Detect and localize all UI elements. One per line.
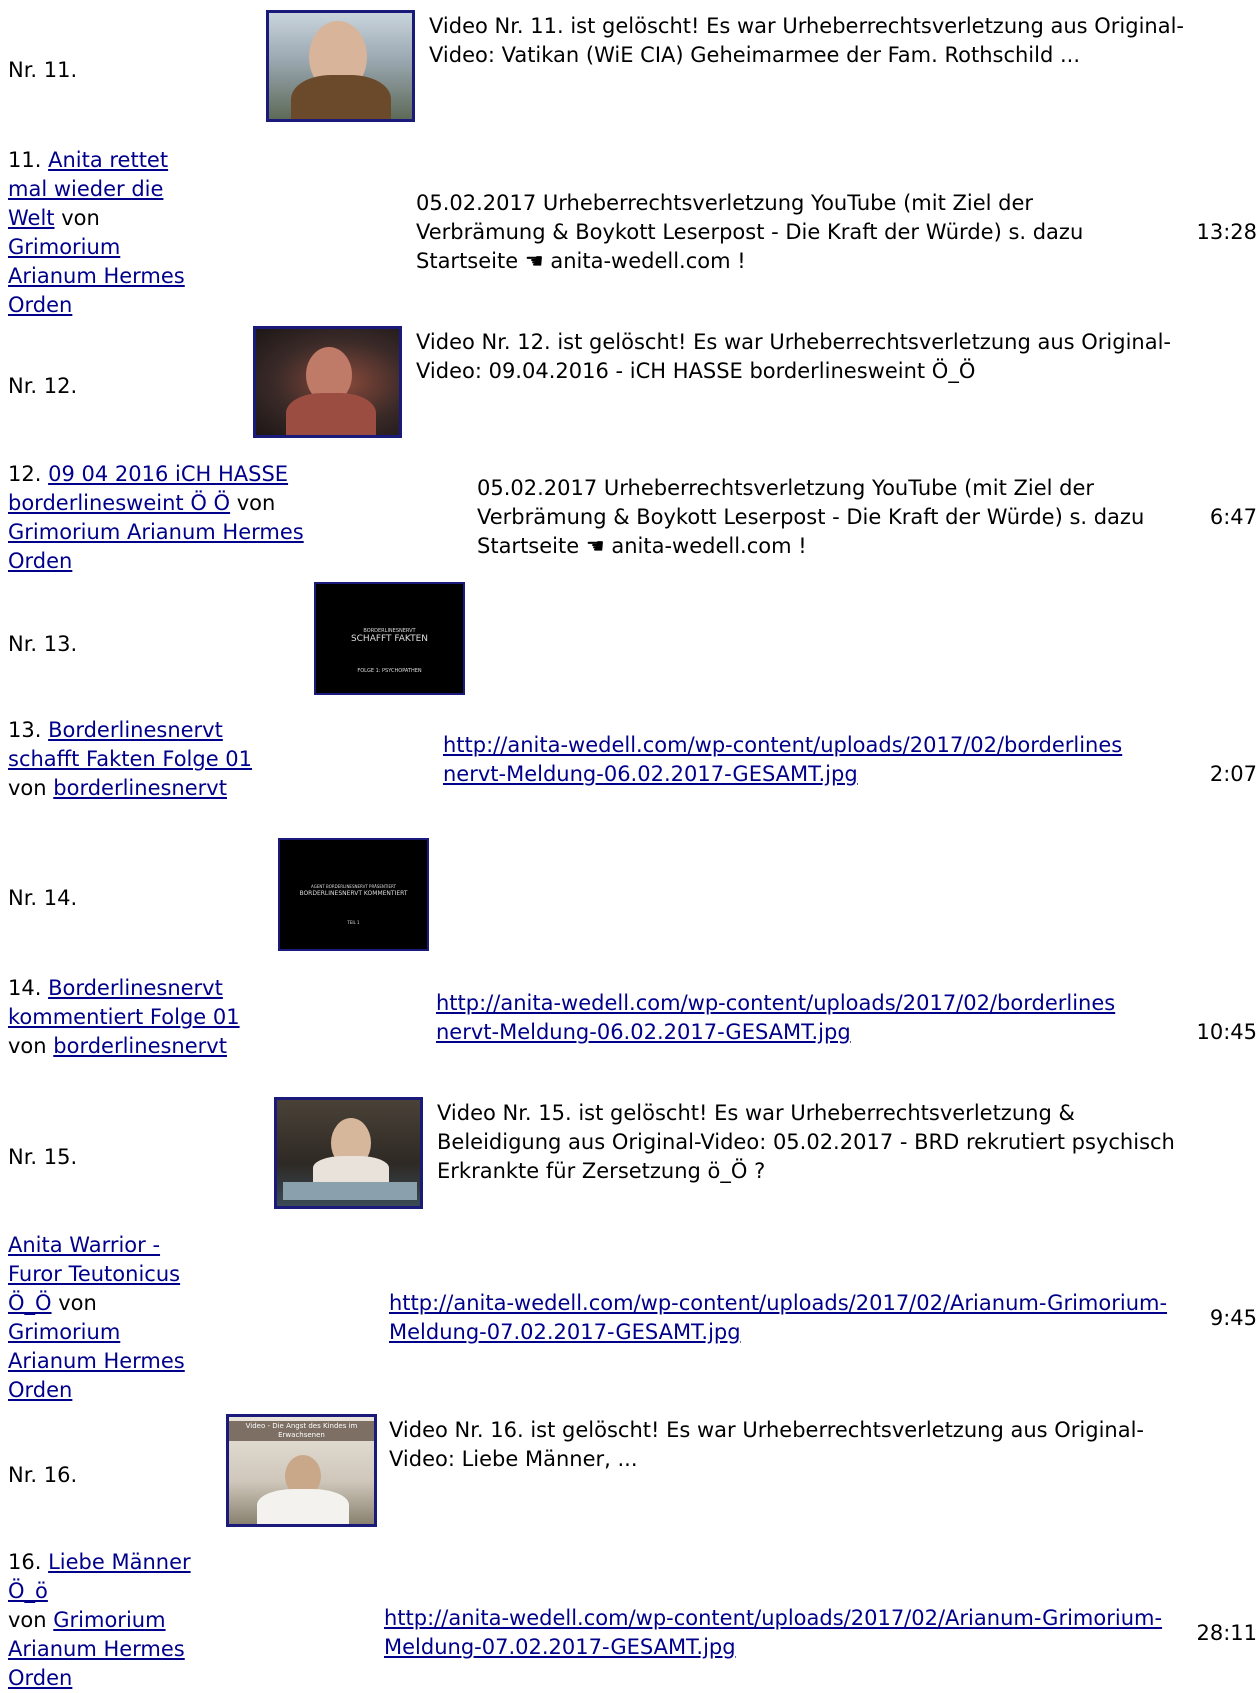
von-text: von: [8, 776, 54, 800]
von-text: von: [230, 491, 276, 515]
thumbnail-caption: SCHAFFT FAKTEN: [350, 634, 429, 644]
video-duration: 13:28: [1196, 220, 1257, 244]
video-title-link[interactable]: Anita rettet mal wieder die Welt: [8, 148, 169, 230]
deleted-video-notice: Video Nr. 12. ist gelöscht! Es war Urheberrechtsverletzung aus Original-Video: 09.04.2016 - iCH HASSE borderlinesweint Ö_Ö: [416, 330, 1171, 383]
video-thumbnail: [278, 838, 429, 951]
thumbnail-caption: Video - Die Angst des Kindes im Erwachsenen: [229, 1421, 374, 1441]
report-image-link[interactable]: http://anita-wedell.com/wp-content/uploads/2017/02/borderlinesnervt-Meldung-06.02.2017-GESAMT.jpg: [443, 733, 1123, 786]
video-entry-title: [8, 146, 213, 320]
report-image-link[interactable]: http://anita-wedell.com/wp-content/uploads/2017/02/Arianum-Grimorium-Meldung-07.02.2017-GESAMT.jpg: [384, 1606, 1163, 1659]
video-number-label: Nr. 12.: [8, 374, 78, 398]
entry-number: 13.: [8, 718, 49, 742]
video-number-label: Nr. 11.: [8, 58, 78, 82]
video-number-label: Nr. 16.: [8, 1463, 78, 1487]
video-info-text: 05.02.2017 Urheberrechtsverletzung YouTube (mit Ziel der Verbrämung & Boykott Leserpost - Die Kraft der Würde) s. dazu Startseite ☚ anita-wedell.com !: [416, 191, 1084, 273]
video-title-link[interactable]: Borderlinesnervt schafft Fakten Folge 01: [8, 718, 253, 771]
channel-link[interactable]: Grimorium Arianum Hermes Orden: [8, 520, 304, 573]
video-number-label: Nr. 14.: [8, 886, 78, 910]
video-title-link[interactable]: Borderlinesnervt kommentiert Folge 01: [8, 976, 240, 1029]
von-text: von: [51, 1291, 97, 1315]
video-thumbnail: [274, 1097, 423, 1209]
video-title-link[interactable]: Liebe Männer Ö_ö: [8, 1550, 191, 1603]
video-entry-title: [8, 460, 308, 576]
thumbnail-caption: AGENT BORDERLINESNERVT PRÄSENTIERT: [311, 884, 396, 889]
video-duration: 6:47: [1209, 505, 1257, 529]
deleted-video-notice: Video Nr. 16. ist gelöscht! Es war Urheberrechtsverletzung aus Original-Video: Liebe Männer, ...: [389, 1418, 1144, 1471]
deleted-video-notice: Video Nr. 15. ist gelöscht! Es war Urheberrechtsverletzung & Beleidigung aus Original-Video: 05.02.2017 - BRD rekrutiert psychisch Erkrankte für Zersetzung ö_Ö ?: [437, 1101, 1175, 1183]
video-number-label: Nr. 13.: [8, 632, 78, 656]
von-text: von: [54, 206, 100, 230]
deleted-video-notice: Video Nr. 11. ist gelöscht! Es war Urheberrechtsverletzung aus Original-Video: Vatikan (WiE CIA) Geheimarmee der Fam. Rothschild ...: [429, 14, 1184, 67]
video-thumbnail: [226, 1414, 377, 1527]
entry-number: 14.: [8, 976, 49, 1000]
video-entry-title: [8, 716, 268, 803]
video-duration: 10:45: [1196, 1020, 1257, 1044]
video-info-text: 05.02.2017 Urheberrechtsverletzung YouTube (mit Ziel der Verbrämung & Boykott Leserpost - Die Kraft der Würde) s. dazu Startseite ☚ anita-wedell.com !: [477, 476, 1145, 558]
thumbnail-caption: FOLGE 1: PSYCHOPATHEN: [357, 668, 422, 674]
video-thumbnail: [266, 10, 415, 122]
channel-link[interactable]: borderlinesnervt: [53, 776, 227, 800]
report-image-link[interactable]: http://anita-wedell.com/wp-content/uploads/2017/02/Arianum-Grimorium-Meldung-07.02.2017-GESAMT.jpg: [389, 1291, 1168, 1344]
video-title-link[interactable]: Anita Warrior - Furor Teutonicus Ö_Ö: [8, 1233, 181, 1315]
entry-number: 16.: [8, 1550, 49, 1574]
video-duration: 28:11: [1196, 1621, 1257, 1645]
video-title-link[interactable]: 09 04 2016 iCH HASSE borderlinesweint Ö Ö: [8, 462, 289, 515]
thumbnail-caption: TEIL 1: [347, 920, 360, 925]
channel-link[interactable]: Grimorium Arianum Hermes Orden: [8, 235, 185, 317]
von-text: von: [8, 1608, 54, 1632]
video-duration: 2:07: [1209, 762, 1257, 786]
thumbnail-caption: BORDERLINESNERVT KOMMENTIERT: [299, 890, 408, 897]
video-entry-title: [8, 974, 268, 1061]
von-text: von: [8, 1034, 54, 1058]
channel-link[interactable]: Grimorium Arianum Hermes Orden: [8, 1320, 185, 1402]
video-thumbnail: [314, 582, 465, 695]
entry-number: 12.: [8, 462, 49, 486]
video-duration: 9:45: [1209, 1306, 1257, 1330]
channel-link[interactable]: Grimorium Arianum Hermes Orden: [8, 1608, 185, 1690]
channel-link[interactable]: borderlinesnervt: [53, 1034, 227, 1058]
video-entry-title: [8, 1548, 213, 1693]
report-image-link[interactable]: http://anita-wedell.com/wp-content/uploads/2017/02/borderlinesnervt-Meldung-06.02.2017-GESAMT.jpg: [436, 991, 1116, 1044]
video-number-label: Nr. 15.: [8, 1145, 78, 1169]
video-entry-title: [8, 1231, 213, 1405]
entry-number: 11.: [8, 148, 49, 172]
thumbnail-caption: BORDERLINESNERVT: [363, 628, 416, 634]
video-thumbnail: [253, 326, 402, 438]
